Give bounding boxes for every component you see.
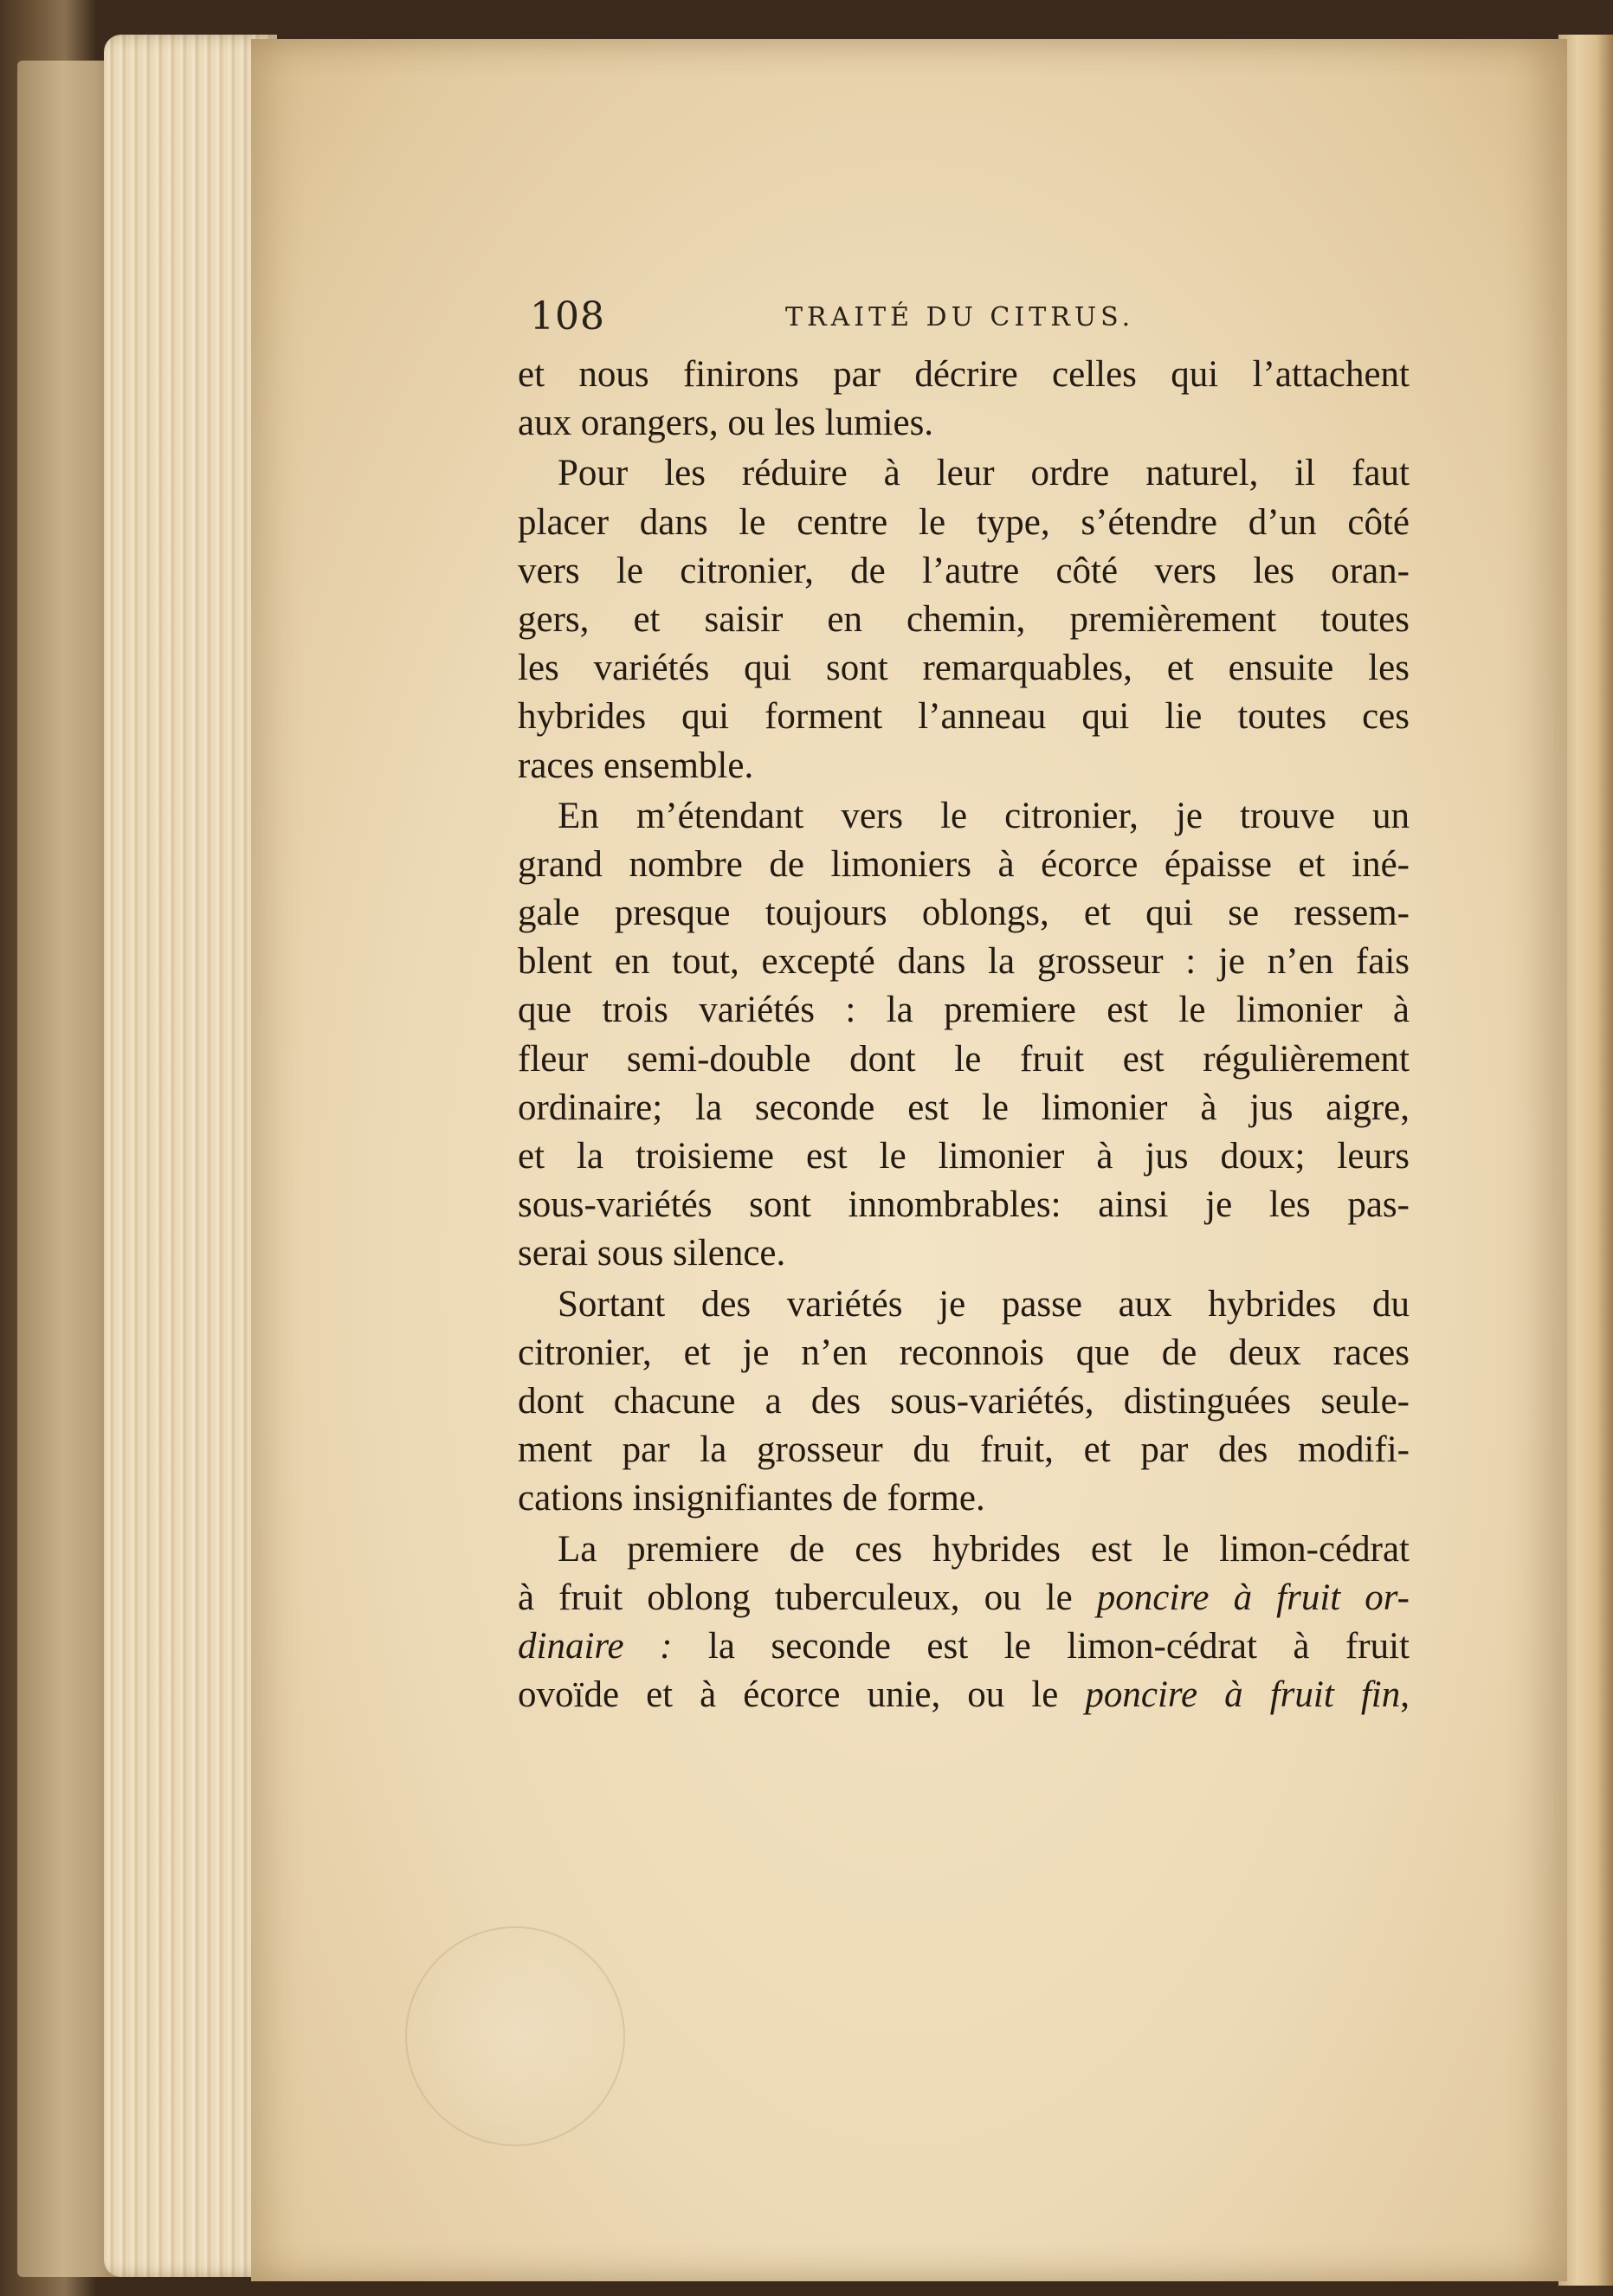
text-line: et la troisieme est le limonier à jus doux; leurs [518, 1136, 1410, 1177]
paragraph [518, 1525, 1410, 1720]
text-line: fleur semi-double dont le fruit est régulièrement [518, 1038, 1410, 1080]
italic-run: dinaire : [518, 1625, 673, 1667]
page-number: 108 [530, 294, 605, 339]
text-line [518, 1574, 1410, 1622]
italic-run: poncire à fruit or- [1096, 1577, 1410, 1618]
paragraph [518, 351, 1410, 448]
text-line: aux orangers, ou les lumies. [518, 403, 934, 444]
text-line: races ensemble. [518, 745, 754, 786]
text-line: En m’étendant vers le citronier, je trouve un [558, 795, 1410, 836]
text-line: hybrides qui forment l’anneau qui lie toutes ces [518, 696, 1410, 738]
text-run: ovoïde et à écorce unie, ou le [518, 1674, 1086, 1716]
text-line: cations insignifiantes de forme. [518, 1478, 985, 1519]
text-line: vers le citronier, de l’autre côté vers les oran- [518, 550, 1410, 591]
text-line: gers, et saisir en chemin, premièrement toutes [518, 598, 1410, 640]
italic-run: poncire à fruit fin [1085, 1674, 1401, 1716]
text-line: gale presque toujours oblongs, et qui se ressem- [518, 893, 1410, 934]
text-line: ordinaire; la seconde est le limonier à jus aigre, [518, 1087, 1410, 1128]
text-line: placer dans le centre le type, s’étendre d’un côté [518, 501, 1410, 543]
text-line: dont chacune a des sous-variétés, distinguées seule- [518, 1380, 1410, 1422]
running-title: TRAITÉ DU CITRUS. [785, 302, 1135, 332]
text-line [518, 1671, 1410, 1719]
text-line: et nous finirons par décrire celles qui l’attachent [518, 354, 1410, 395]
paragraph [518, 449, 1410, 790]
text-line: blent en tout, excepté dans la grosseur : je n’en fais [518, 941, 1410, 983]
text-line: Pour les réduire à leur ordre naturel, il faut [558, 453, 1410, 494]
running-header [530, 294, 1413, 346]
text-run: à fruit oblong tuberculeux, ou le [518, 1577, 1097, 1618]
text-line: ment par la grosseur du fruit, et par des modifi- [518, 1429, 1410, 1471]
text-line: Sortant des variétés je passe aux hybrides du [558, 1283, 1410, 1325]
text-run: , [1400, 1674, 1410, 1716]
text-line [518, 1622, 1410, 1671]
text-line: La premiere de ces hybrides est le limon-cédrat [558, 1528, 1410, 1570]
text-line: que trois variétés : la premiere est le limonier à [518, 990, 1410, 1031]
body-text [518, 351, 1410, 1719]
text-line: grand nombre de limoniers à écorce épaisse et iné- [518, 843, 1410, 885]
text-line: citronier, et je n’en reconnois que de deux races [518, 1332, 1410, 1373]
embossed-stamp [405, 1926, 625, 2146]
paragraph [518, 792, 1410, 1279]
paragraph [518, 1280, 1410, 1524]
text-line: serai sous silence. [518, 1233, 786, 1274]
text-line: sous-variétés sont innombrables: ainsi je les pas- [518, 1184, 1410, 1226]
text-line: les variétés qui sont remarquables, et ensuite les [518, 648, 1410, 689]
text-run: la seconde est le limon-cédrat à fruit [672, 1625, 1410, 1667]
